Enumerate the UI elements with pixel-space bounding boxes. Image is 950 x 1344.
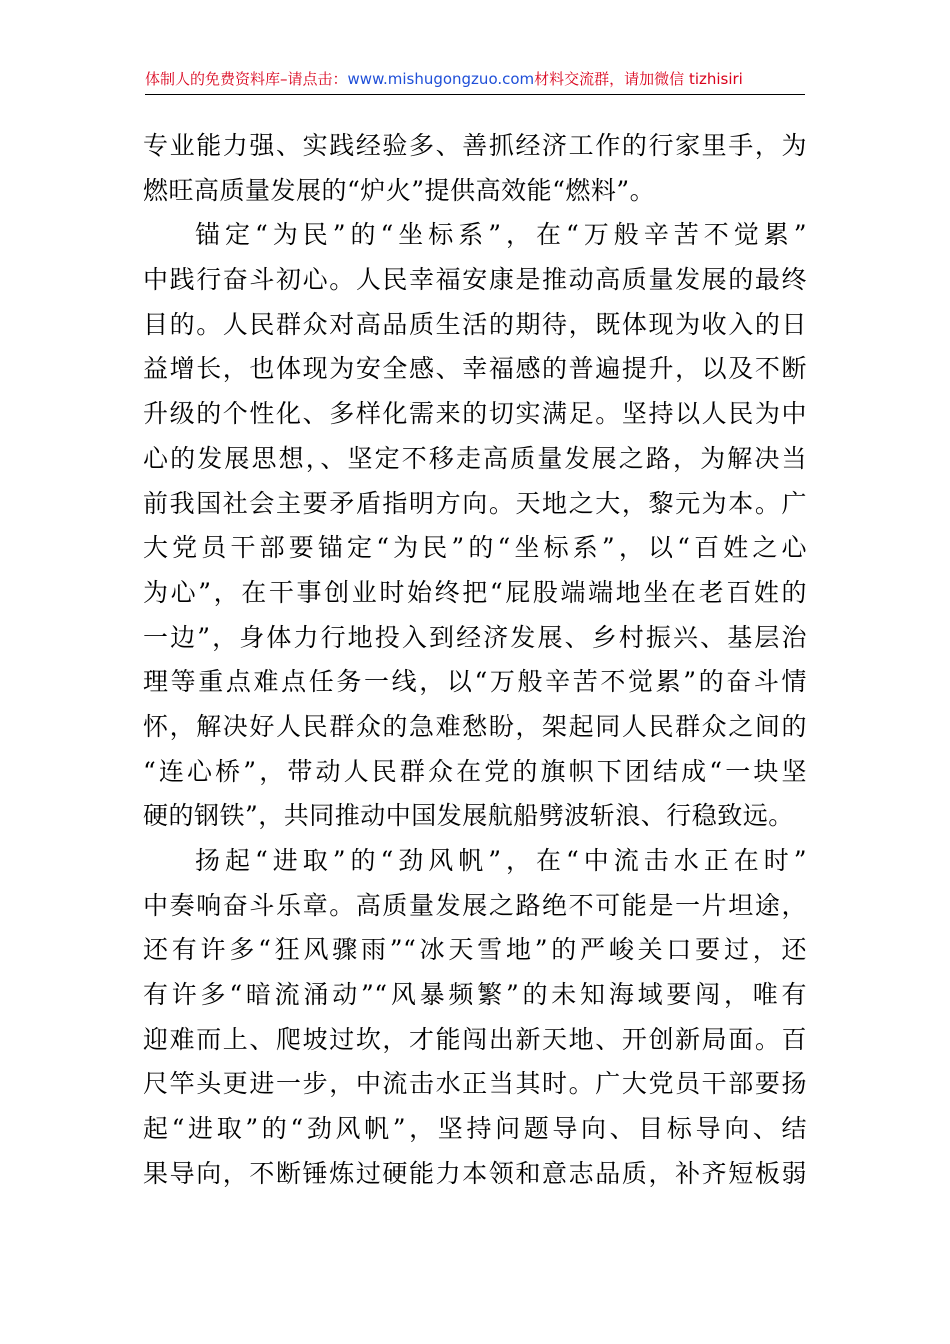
- header-prompt: –请点击：: [280, 70, 348, 88]
- text-line: 心的发展思想，、坚定不移走高质量发展之路，为解决当: [143, 443, 807, 473]
- text-line: 硬的钢铁”，共同推动中国发展航船劈波斩浪、行稳致远。: [143, 801, 794, 831]
- document-body: [143, 124, 807, 1197]
- text-line: 前我国社会主要矛盾指明方向。天地之大，黎元为本。广: [143, 488, 807, 518]
- header-contact: 材料交流群，请加微信 tizhisiri: [534, 70, 743, 88]
- text-line: 目的。人民群众对高品质生活的期待，既体现为收入的日: [143, 309, 807, 339]
- text-line: 有许多“暗流涌动”“风暴频繁”的未知海域要闯，唯有: [143, 980, 807, 1010]
- header-brand: 体制人的免费资料库: [145, 70, 281, 88]
- text-line: 迎难而上、爬坡过坎，才能闯出新天地、开创新局面。百: [143, 1024, 807, 1054]
- text-line: 还有许多“狂风骤雨”“冰天雪地”的严峻关口要过，还: [143, 935, 807, 965]
- text-line: 尺竿头更进一步，中流击水正当其时。广大党员干部要扬: [143, 1069, 807, 1099]
- text-line: “连心桥”，带动人民群众在党的旗帜下团结成“一块坚: [143, 756, 807, 786]
- text-line: 一边”，身体力行地投入到经济发展、乡村振兴、基层治: [143, 622, 807, 652]
- text-line: 升级的个性化、多样化需来的切实满足。坚持以人民为中: [143, 399, 807, 429]
- text-line: 专业能力强、实践经验多、善抓经济工作的行家里手，为: [143, 131, 807, 160]
- text-line: 中奏响奋斗乐章。高质量发展之路绝不可能是一片坦途，: [143, 890, 807, 920]
- paragraph-first-line: 扬起“进取”的“劲风帆”，在“中流击水正在时”: [195, 846, 807, 875]
- text-line: 理等重点难点任务一线，以“万般辛苦不觉累”的奋斗情: [143, 667, 807, 697]
- header-link[interactable]: www.mishugongzuo.com: [347, 70, 535, 88]
- page-header: [145, 68, 805, 95]
- text-line: 燃旺高质量发展的“炉火”提供高效能“燃料”。: [143, 175, 656, 205]
- text-line: 起“进取”的“劲风帆”，坚持问题导向、目标导向、结: [143, 1114, 807, 1144]
- text-line: 益增长，也体现为安全感、幸福感的普遍提升，以及不断: [143, 354, 807, 384]
- text-line: 为心”，在干事创业时始终把“屁股端端地坐在老百姓的: [143, 577, 807, 607]
- text-line: 怀，解决好人民群众的急难愁盼，架起同人民群众之间的: [143, 711, 807, 741]
- text-line: 果导向，不断锤炼过硬能力本领和意志品质，补齐短板弱: [143, 1158, 807, 1188]
- text-line: 大党员干部要锚定“为民”的“坐标系”，以“百姓之心: [143, 533, 807, 563]
- paragraph-first-line: 锚定“为民”的“坐标系”，在“万般辛苦不觉累”: [195, 220, 807, 250]
- text-line: 中践行奋斗初心。人民幸福安康是推动高质量发展的最终: [143, 265, 807, 295]
